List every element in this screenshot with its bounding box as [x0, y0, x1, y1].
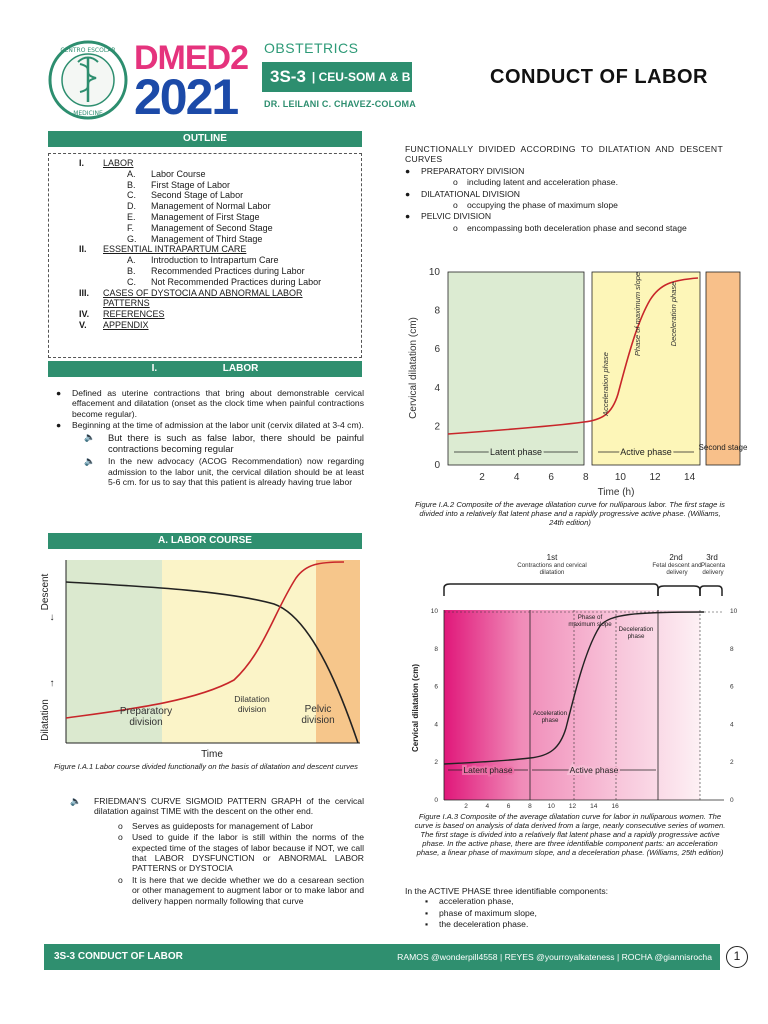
fig2-y-axis-label: Cervical dilatation (cm): [408, 317, 419, 419]
y-tick-label: 0: [434, 797, 438, 804]
outline-subitem-letter: B.: [127, 265, 136, 276]
deceleration-label: Deceleration phase: [618, 626, 654, 641]
y-tick-label: 10: [730, 608, 738, 615]
footer-authors: RAMOS @wonderpill4558 | REYES @yourroyalkateness | ROCHA @giannisrocha: [397, 952, 712, 962]
outline-subitem-label: Management of Third Stage: [151, 233, 263, 244]
labor-sub-1: But there is such as false labor, there should be painful contractions becoming regular: [108, 431, 364, 455]
fig2-x-axis-label: Time (h): [597, 487, 635, 498]
latent-region: [448, 272, 584, 465]
section-labor-label: LABOR: [222, 363, 259, 374]
outline-subitem-letter: C.: [127, 276, 136, 287]
fig3-y-axis-label: Cervical dilatation (cm): [411, 663, 420, 753]
outline-subitem: [127, 212, 355, 223]
outline-item-number: I.: [79, 158, 85, 168]
y-tick-label: 4: [730, 721, 734, 729]
outline-item-label[interactable]: CASES OF DYSTOCIA AND ABNORMAL LABOR PATTERNS: [103, 287, 303, 309]
y-tick-label: 8: [434, 305, 440, 317]
decel-wrap: [614, 626, 658, 648]
labor-definition-block: ● Defined as uterine contractions that bring about demonstrable cervical effacement and dilatation (onset as the clock time when painful contractions become regular). ● Beginning at the time of admission at the labor unit (cervix dilated at 3-4 cm). 🔈 But there is such as false labor, there should be painful contractions becoming regular 🔈 In the new advocacy (ACOG Recommendation) now regarding admission to the labor unit, the cervical dilation should be at least 5-6 cm. for us to say that this patient is already having true labor: [56, 388, 364, 488]
page-number: 1: [726, 946, 748, 968]
outline-subitem-label: Management of First Stage: [151, 211, 260, 222]
y-tick-labels: [429, 267, 441, 471]
friedman-sub-1: Serves as guideposts for management of Labor: [132, 820, 314, 831]
outline-subitem: [127, 201, 355, 212]
course-code-badge: [262, 62, 412, 92]
dilatation-curve-figure-3: [404, 548, 744, 810]
outline-subitem: [127, 169, 355, 180]
outline-subitem-letter: E.: [127, 211, 136, 222]
division-3: PELVIC DIVISION: [421, 211, 492, 222]
outline-subitem-label: Not Recommended Practices during Labor: [151, 276, 322, 287]
outline-subitem: [127, 277, 355, 288]
page-footer: [44, 944, 720, 970]
outline-subitem-letter: G.: [127, 233, 137, 244]
y-tick-label: 4: [434, 382, 440, 394]
pelvic-division-label: Pelvic division: [301, 704, 335, 726]
labor-sub-2: In the new advocacy (ACOG Recommendation) now regarding admission to the labor unit, the cervical dilation should be at least 5-6 cm. for us to say that this patient is already having true labor: [108, 456, 364, 488]
active-component-1: acceleration phase,: [439, 896, 514, 907]
outline-subitem-label: First Stage of Labor: [151, 179, 231, 190]
figure-3-caption: Figure I.A.3 Composite of the average dilatation curve for labor in nulliparous women. The curve is based on analysis of data derived from a large, nearly consecutive series of women. The first stage is divided into a relatively flat latent phase and a rapidly progressive active phase. In the active phase, there are three identifiable component parts: an acceleration phase, a linear phase of maximum slope, and a deceleration phase. (Williams, 25th edition): [414, 812, 726, 857]
dmed-logo: [134, 39, 254, 125]
x-tick-labels: [479, 472, 695, 483]
outline-subitem-label: Management of Second Stage: [151, 222, 273, 233]
friedman-sub-2: Used to guide if the labor is still within the norms of the expected time of the stages of labor because if NOT, we call that LABOR DYSFUNCTION or ABNORMAL LABOR PATTERNS or DYSTOCIA: [132, 832, 364, 874]
course-section: | CEU-SOM A & B: [311, 70, 411, 84]
x-tick-label: 2: [479, 472, 485, 483]
x-tick-label: 4: [513, 472, 520, 483]
outline-subitem-label: Labor Course: [151, 168, 206, 179]
outline-item-number: V.: [79, 319, 87, 330]
y-tick-label: 6: [434, 344, 440, 356]
speaker-icon: 🔈: [84, 431, 96, 442]
outline-item: [55, 158, 355, 169]
outline-subitem-letter: B.: [127, 179, 136, 190]
svg-text:CENTRO ESCOLAR: CENTRO ESCOLAR: [60, 47, 116, 54]
outline-subitem-letter: A.: [127, 255, 136, 266]
division-1-sub: including latent and acceleration phase.: [467, 177, 618, 188]
section-course-bar: A. LABOR COURSE: [48, 533, 362, 549]
outline-subitem-letter: F.: [127, 222, 135, 233]
latent-phase-label: Latent phase: [463, 765, 513, 775]
y-tick-label: 4: [434, 721, 438, 729]
active-phase-label: Active phase: [620, 447, 672, 457]
page-title: CONDUCT OF LABOR: [490, 66, 708, 88]
x-tick-label: 2: [464, 803, 468, 810]
outline-item: [55, 244, 355, 255]
friedman-block: 🔈 FRIEDMAN'S CURVE SIGMOID PATTERN GRAPH of the cervical dilatation against TIME with the descent on the other end. o Serves as guideposts for management of Labor o Used to guide if the labor is still within the norms of the expected time of the stages of labor because if NOT, we call that LABOR DYSFUNCTION or ABNORMAL LABOR PATTERNS or DYSTOCIA o It is here that we decide whether we do a cesarean section or other management to augment labor or to make labor and delivery happen normally following that curve: [70, 796, 364, 906]
x-tick-label: 12: [649, 472, 661, 483]
maxslope-wrap: [568, 614, 612, 644]
down-arrow: ↓: [49, 612, 55, 623]
friedman-text: FRIEDMAN'S CURVE SIGMOID PATTERN GRAPH of the cervical dilatation against TIME with the descent on the other end.: [94, 796, 364, 817]
y-tick-label: 8: [434, 645, 438, 653]
outline-subitem-label: Introduction to Intrapartum Care: [151, 255, 279, 266]
labor-course-figure: [40, 552, 366, 762]
preparatory-division-label: Preparatory division: [119, 706, 173, 728]
active-component-2: phase of maximum slope,: [439, 907, 537, 918]
outline-heading: OUTLINE: [48, 131, 362, 147]
x-tick-label: 8: [583, 472, 589, 483]
friedman-sub-3: It is here that we decide whether we do a cesarean section or other management to augment labor or to make labor and delivery happen normally following that curve: [132, 874, 364, 906]
outline-subitem-label: Recommended Practices during Labor: [151, 265, 305, 276]
outline-subitem-label: Second Stage of Labor: [151, 190, 244, 201]
accel-wrap: [528, 710, 572, 732]
figure-1-caption: Figure I.A.1 Labor course divided functionally on the basis of dilatation and descent curves: [54, 762, 358, 771]
logo-bottom: 2021: [134, 69, 238, 125]
outline-subitem: [127, 266, 355, 277]
pelvic-label-wrap: [288, 704, 348, 734]
stage-1-sublabel: Contractions and cervical dilatation: [517, 562, 587, 577]
x-tick-label: 10: [614, 472, 626, 483]
section-labor-bar: [48, 361, 362, 377]
svg-text:MEDICINE: MEDICINE: [73, 110, 103, 117]
division-1: PREPARATORY DIVISION: [421, 165, 525, 176]
footer-title: 3S-3 CONDUCT OF LABOR: [54, 951, 183, 962]
y-tick-label: 0: [434, 460, 440, 471]
outline-item-label[interactable]: APPENDIX: [103, 319, 149, 330]
outline-item-number: III.: [79, 287, 90, 298]
deceleration-label: Deceleration phase: [669, 281, 678, 347]
stage-3-label: 3rd: [706, 553, 718, 562]
acceleration-phase-label: Acceleration phase: [532, 710, 568, 725]
outline-subitem: [127, 234, 355, 245]
divisions-block: FUNCTIONALLY DIVIDED ACCORDING TO DILATATION AND DESCENT CURVES ● PREPARATORY DIVISION o including latent and acceleration phase. ● DILATATIONAL DIVISION o occupying the phase of maximum slope ● PELVIC DIVISION o encompassing both deceleration phase and second stage: [405, 144, 723, 233]
dilatation-curve-figure-2: [404, 264, 748, 500]
active-component-3: the deceleration phase.: [439, 919, 529, 930]
outline-item: [55, 320, 355, 331]
y-tick-label: 6: [434, 683, 438, 691]
stage-1-label: 1st: [546, 553, 558, 562]
latent-phase-label: Latent phase: [489, 447, 543, 457]
x-tick-label: 14: [590, 803, 598, 810]
labor-bullet-2: Beginning at the time of admission at the labor unit (cervix dilated at 3-4 cm).: [72, 420, 364, 431]
outline-item-label[interactable]: REFERENCES: [103, 309, 165, 320]
page-header: [0, 0, 768, 130]
outline-item-number: IV.: [79, 309, 90, 320]
y-tick-labels-left: [431, 608, 439, 804]
subject-label: OBSTETRICS: [264, 40, 359, 56]
outline-item-number: II.: [79, 244, 87, 255]
course-code: 3S-3: [270, 67, 306, 86]
acceleration-phase-label: Acceleration phase: [601, 352, 610, 416]
max-slope-label: Phase of maximum slope: [633, 271, 642, 357]
max-slope-label: Phase of maximum slope: [568, 614, 612, 629]
y-tick-label: 2: [434, 421, 440, 433]
x-tick-label: 6: [548, 472, 554, 483]
y-tick-label: 6: [730, 683, 734, 691]
speaker-icon: 🔈: [84, 456, 96, 467]
y-tick-label: 10: [428, 267, 440, 278]
figure-2-caption: Figure I.A.2 Composite of the average dilatation curve for nulliparous labor. The first stage is divided into a relatively flat latent phase and a rapidly progressive active phase. (Williams, 24th edition): [415, 500, 725, 527]
divisions-intro: FUNCTIONALLY DIVIDED ACCORDING TO DILATATION AND DESCENT CURVES: [405, 144, 723, 165]
stage-2-label: 2nd: [669, 553, 683, 562]
outline-subitem-letter: A.: [127, 168, 136, 179]
x-tick-label: 8: [528, 803, 532, 810]
y-tick-label: 2: [434, 759, 438, 767]
outline-subitem-label: Management of Normal Labor: [151, 201, 271, 212]
second-stage-label: Second stage: [698, 443, 748, 452]
y-tick-labels-right: [730, 608, 738, 804]
preparatory-label-wrap: [106, 706, 186, 736]
division-3-sub: encompassing both deceleration phase and second stage: [467, 222, 687, 233]
outline-subitem: [127, 255, 355, 266]
active-phase-intro: In the ACTIVE PHASE three identifiable components:: [405, 886, 609, 896]
x-tick-label: 16: [611, 803, 619, 810]
outline-subitem-letter: D.: [127, 201, 136, 212]
lecturer-name: DR. LEILANI C. CHAVEZ-COLOMA: [264, 99, 416, 109]
dilatation-label-wrap: [222, 694, 282, 724]
dilatation-division-label: Dilatation division: [234, 694, 270, 714]
x-tick-label: 6: [506, 803, 511, 810]
y-tick-label: 2: [730, 759, 734, 767]
outline-item-label[interactable]: ESSENTIAL INTRAPARTUM CARE: [103, 244, 247, 255]
logo-top: DMED2: [134, 39, 249, 77]
outline-subitem: [127, 223, 355, 234]
stage-2-sub-wrap: [652, 562, 702, 584]
speaker-icon: 🔈: [70, 796, 82, 806]
division-2-sub: occupying the phase of maximum slope: [467, 200, 618, 211]
active-phase-label: Active phase: [569, 765, 619, 775]
outline-subitem-letter: C.: [127, 190, 136, 201]
outline-item-label[interactable]: LABOR: [103, 158, 134, 168]
up-arrow: ↑: [49, 678, 55, 689]
dilatation-axis-label: Dilatation: [40, 699, 51, 741]
outline-box: [48, 153, 362, 358]
outline-item: [55, 288, 355, 310]
x-tick-labels: [464, 803, 619, 810]
outline-subitem: [127, 190, 355, 201]
y-tick-label: 0: [730, 797, 734, 804]
outline-subitem: [127, 180, 355, 191]
descent-axis-label: Descent: [40, 573, 51, 611]
outline-item: [55, 309, 355, 320]
university-seal-logo: [48, 40, 128, 120]
active-phase-block: In the ACTIVE PHASE three identifiable components: ▪ acceleration phase, ▪ phase of maximum slope, ▪ the deceleration phase.: [405, 886, 723, 931]
stage-2-sublabel: Fetal descent and delivery: [652, 562, 702, 577]
x-tick-label: 14: [684, 472, 696, 483]
y-tick-label: 10: [430, 608, 438, 615]
stage-3-sub-wrap: [696, 562, 730, 584]
y-tick-label: 8: [730, 645, 734, 653]
section-labor-num: I.: [151, 363, 158, 374]
stage-1-sub-wrap: [512, 562, 592, 584]
time-axis-label: Time: [201, 749, 223, 760]
x-tick-label: 10: [547, 803, 555, 810]
labor-bullet-1: Defined as uterine contractions that bring about demonstrable cervical effacement and dilatation (onset as the clock time when painful contractions become regular).: [72, 388, 364, 419]
x-tick-label: 4: [485, 803, 490, 810]
second-stage-region: [706, 272, 740, 465]
x-tick-label: 12: [568, 803, 577, 810]
division-2: DILATATIONAL DIVISION: [421, 188, 521, 199]
stage-3-sublabel: Placenta delivery: [700, 562, 726, 577]
